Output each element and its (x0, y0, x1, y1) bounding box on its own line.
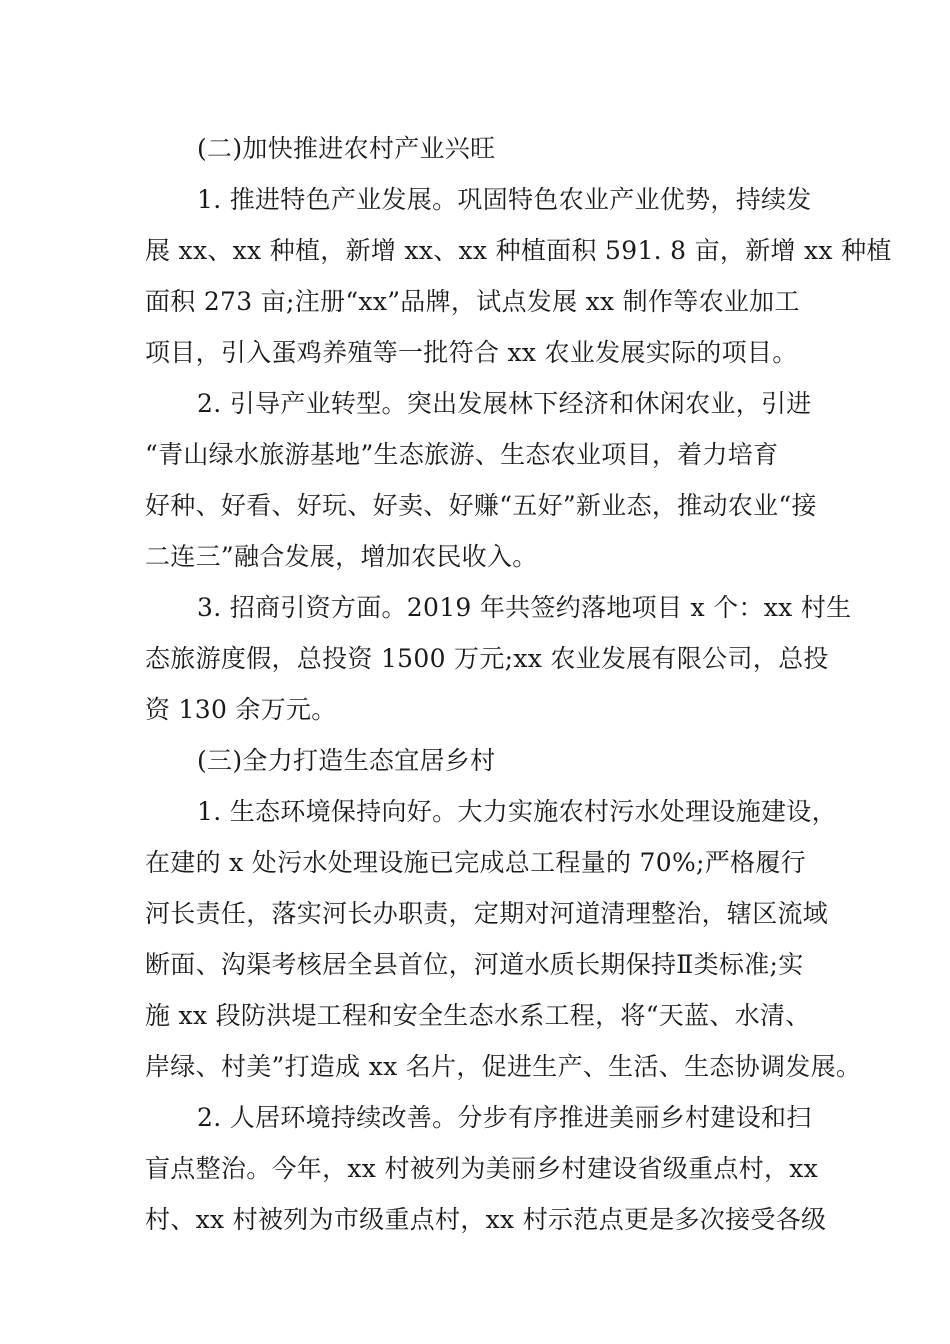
paragraph-line: 1. 推进特色产业发展。巩固特色农业产业优势，持续发 (197, 185, 812, 214)
paragraph-line: 岸绿、村美”打造成 xx 名片，促进生产、生活、生态协调发展。 (145, 1052, 862, 1081)
paragraph-line: 1. 生态环境保持向好。大力实施农村污水处理设施建设， (197, 797, 837, 826)
paragraph-line: 2. 人居环境持续改善。分步有序推进美丽乡村建设和扫 (197, 1103, 812, 1132)
paragraph-line: 资 130 余万元。 (145, 695, 337, 724)
paragraph-line: 断面、沟渠考核居全县首位，河道水质长期保持Ⅱ类标准;实 (145, 950, 804, 979)
paragraph-line: 二连三”融合发展，增加农民收入。 (145, 542, 538, 571)
paragraph-line: “青山绿水旅游基地”生态旅游、生态农业项目，着力培育 (145, 440, 779, 469)
paragraph-line: 项目，引入蛋鸡养殖等一批符合 xx 农业发展实际的项目。 (145, 338, 798, 367)
paragraph-line: 施 xx 段防洪堤工程和安全生态水系工程，将“天蓝、水清、 (145, 1001, 811, 1030)
paragraph-line: 在建的 x 处污水处理设施已完成总工程量的 70%;严格履行 (145, 848, 806, 877)
paragraph-line: 村、xx 村被列为市级重点村，xx 村示范点更是多次接受各级 (145, 1205, 827, 1234)
section-heading-3: (三)全力打造生态宜居乡村 (197, 746, 496, 775)
paragraph-line: 2. 引导产业转型。突出发展林下经济和休闲农业，引进 (197, 389, 812, 418)
paragraph-line: 好种、好看、好玩、好卖、好赚“五好”新业态，推动农业“接 (145, 491, 817, 520)
paragraph-line: 3. 招商引资方面。2019 年共签约落地项目 x 个：xx 村生 (197, 593, 852, 622)
paragraph-line: 面积 273 亩;注册“xx”品牌，试点发展 xx 制作等农业加工 (145, 287, 800, 316)
paragraph-line: 展 xx、xx 种植，新增 xx、xx 种植面积 591. 8 亩，新增 xx 种植 (145, 236, 892, 265)
section-heading-2: (二)加快推进农村产业兴旺 (197, 134, 496, 163)
paragraph-line: 河长责任，落实河长办职责，定期对河道清理整治，辖区流域 (145, 899, 829, 928)
paragraph-line: 盲点整治。今年，xx 村被列为美丽乡村建设省级重点村，xx (145, 1154, 819, 1183)
paragraph-line: 态旅游度假，总投资 1500 万元;xx 农业发展有限公司，总投 (145, 644, 829, 673)
